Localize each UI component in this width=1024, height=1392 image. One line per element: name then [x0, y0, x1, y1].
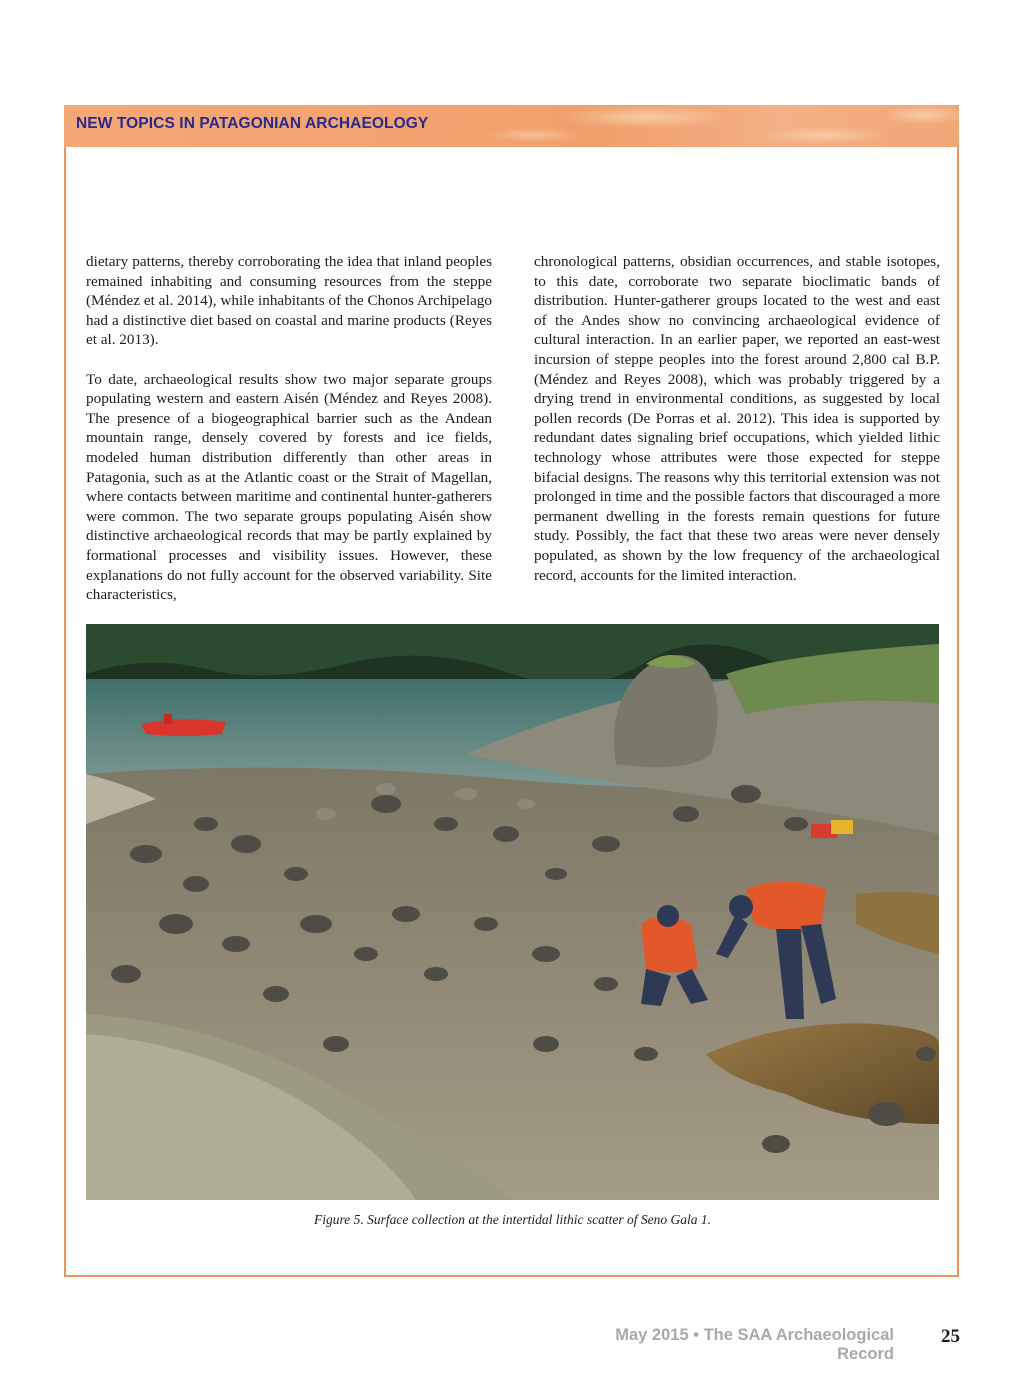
paragraph: To date, archaeological results show two major separate groups populating western and eastern Aisén (Méndez and Reyes 2008). The presence of a biogeographical barrier such as the Andean mountain range, densely covered by forests and ice fields, modeled human distribution differently than other areas in Patagonia, such as at the Atlantic coast or the Strait of Magellan, where contacts between maritime and continental hunter-gatherers were common. The two separate groups populating Aisén show distinctive archaeological records that may be partly explained by formational processes and visibility issues. However, these explanations do not fully account for the observed variability. Site characteristics, — [86, 370, 492, 604]
journal-footer: May 2015 • The SAA Archaeological Record — [615, 1326, 894, 1363]
page-number: 25 — [941, 1326, 960, 1347]
left-column — [86, 252, 492, 624]
figure-caption: Figure 5. Surface collection at the intertidal lithic scatter of Seno Gala 1. — [314, 1212, 711, 1227]
photo-illustration — [86, 624, 939, 1200]
paragraph: dietary patterns, thereby corroborating the idea that inland peoples remained inhabiting and consuming resources from the steppe (Méndez et al. 2014), while inhabitants of the Chonos Archipelago had a distinctive diet based on coastal and marine products (Reyes et al. 2013). — [86, 253, 492, 349]
figure-photo — [86, 624, 939, 1200]
section-title: NEW TOPICS IN PATAGONIAN ARCHAEOLOGY — [76, 115, 429, 132]
section-banner — [64, 105, 959, 147]
right-column — [534, 252, 940, 605]
paragraph: chronological patterns, obsidian occurrences, and stable isotopes, to this date, corroborate two separate bioclimatic bands of distribution. Hunter-gatherer groups located to the west and east of the Andes show no convincing archaeological evidence of cultural interaction. In an earlier paper, we reported an east-west incursion of steppe peoples into the forest around 2,800 cal B.P. (Méndez and Reyes 2008), which was probably triggered by a drying trend in environmental conditions, as suggested by local pollen records (De Porras et al. 2012). This idea is supported by redundant dates signaling brief occupations, which yielded lithic technology whose attributes were those expected for steppe bifacial designs. The reasons why this territorial extension was not prolonged in time and the possible factors that discouraged a more permanent dwelling in the forests remain questions for future study. Possibly, the fact that these two areas were never densely populated, as shown by the low frequency of the archaeological record, accounts for the limited interaction. — [534, 253, 940, 584]
